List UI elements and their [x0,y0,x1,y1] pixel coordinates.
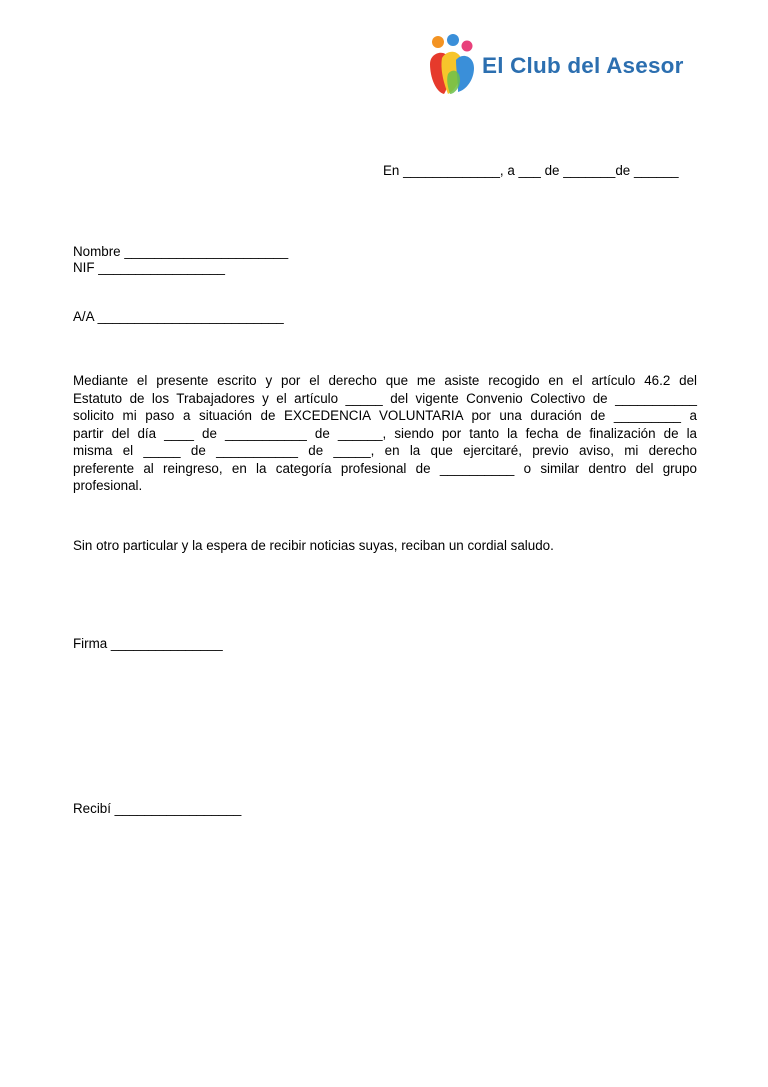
closing-line: Sin otro particular y la espera de recibir noticias suyas, reciban un cordial saludo. [73,538,554,553]
letter-body [73,372,697,495]
body-line: Estatuto de los Trabajadores y el artículo _____ del vigente Convenio Colectivo de ___________ [73,390,697,406]
logo-body-blue [456,56,474,92]
name-line: Nombre ______________________ [73,244,289,259]
brand-logo [426,34,706,98]
signature-line: Firma _______________ [73,636,223,651]
body-line: Mediante el presente escrito y por el derecho que me asiste recogido en el artículo 46.2 del [73,373,697,388]
date-line: En _____________, a ___ de _______de ______ [383,163,679,178]
body-line: preferente al reingreso, en la categoría profesional de __________ o similar dentro del grupo [73,460,697,476]
receipt-line: Recibí _________________ [73,801,242,816]
logo-head-orange [432,36,444,48]
logo-head-blue [447,34,459,46]
body-line: solicito mi paso a situación de EXCEDENCIA VOLUNTARIA por una duración de _________ a [73,408,697,423]
body-line: partir del día ____ de ___________ de ______, siendo por tanto la fecha de finalización de la [73,425,697,441]
body-line: misma el _____ de ___________ de _____, en la que ejercitaré, previo aviso, mi derecho [73,443,697,458]
people-logo-icon [426,34,482,98]
logo-head-pink [462,41,473,52]
nif-line: NIF _________________ [73,260,225,275]
body-line: profesional. [73,478,143,493]
brand-name: El Club del Asesor [482,53,684,78]
addressee-line: A/A _________________________ [73,309,284,324]
